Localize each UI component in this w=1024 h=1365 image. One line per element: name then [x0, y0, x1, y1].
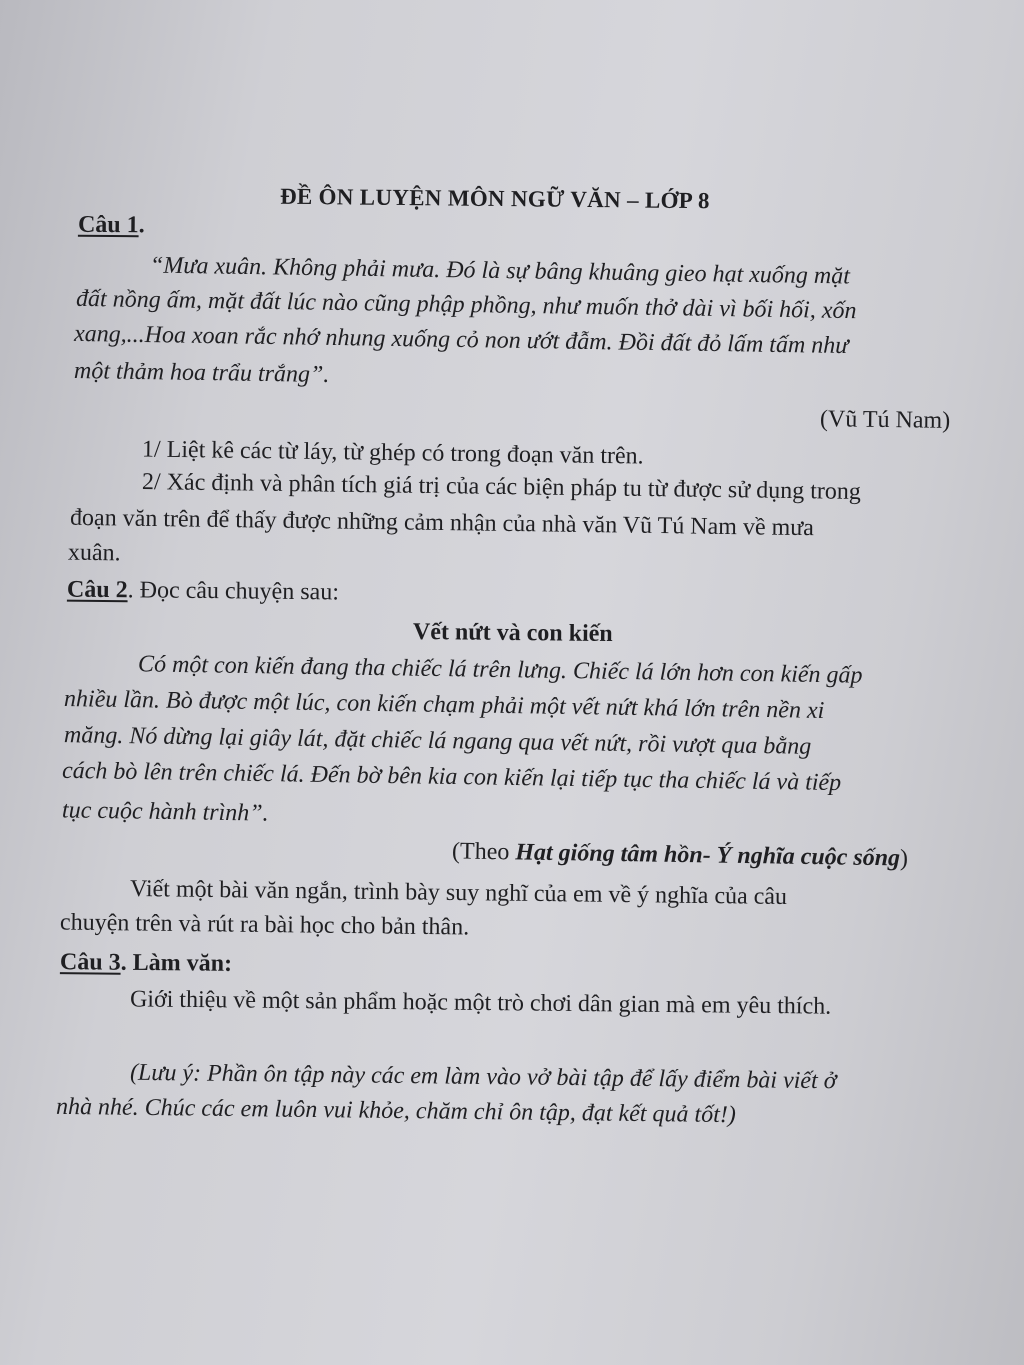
q1-task-1: 1/ Liệt kê các từ láy, từ ghép có trong đoạn văn trên.: [141, 436, 644, 470]
q1-task-2-line: xuân.: [67, 539, 121, 567]
story-source: [452, 836, 908, 873]
question-3-label-rest: . Làm văn:: [120, 949, 233, 977]
question-2-label: Câu 2: [66, 576, 128, 604]
question-3-heading: [60, 947, 232, 979]
story-title: Vết nứt và con kiến: [412, 618, 613, 648]
note-line: nhà nhé. Chúc các em luôn vui khỏe, chăm chỉ ôn tập, đạt kết quả tốt!): [55, 1093, 736, 1129]
document-title: ĐỀ ÔN LUYỆN MÔN NGỮ VĂN – LỚP 8: [279, 183, 710, 214]
q1-task-2-line: 2/ Xác định và phân tích giá trị của các biện pháp tu từ được sử dụng trong: [141, 468, 862, 506]
story-source-prefix: (Theo: [451, 838, 516, 866]
q1-author: (Vũ Tú Nam): [819, 406, 951, 434]
q1-passage-line: đất nồng ấm, mặt đất lúc nào cũng phập phồng, như muốn thở dài vì bối hối, xốn: [75, 285, 857, 325]
q1-passage-line: “Mưa xuân. Không phải mưa. Đó là sự bâng khuâng gieo hạt xuống mặt: [149, 252, 851, 290]
question-1-label-rest: .: [138, 212, 145, 239]
q3-task: Giới thiệu về một sản phẩm hoặc một trò chơi dân gian mà em yêu thích.: [129, 986, 832, 1020]
note-line: (Lưu ý: Phần ôn tập này các em làm vào vở bài tập để lấy điểm bài viết ở: [129, 1059, 837, 1095]
q2-task-line: chuyện trên và rút ra bài học cho bản thân.: [59, 909, 470, 941]
story-source-suffix: ): [899, 845, 909, 872]
q2-task-line: Viết một bài văn ngắn, trình bày suy nghĩ của em về ý nghĩa của câu: [129, 875, 788, 911]
story-line: măng. Nó dừng lại giây lát, đặt chiếc lá ngang qua vết nứt, rồi vượt qua bằng: [63, 722, 812, 760]
q1-passage-line: xang,...Hoa xoan rắc nhớ nhung xuống cỏ non ướt đẫm. Đồi đất đỏ lấm tấm như: [73, 320, 849, 360]
story-source-title: Hạt giống tâm hồn- Ý nghĩa cuộc sống: [515, 839, 901, 872]
story-line: cách bò lên trên chiếc lá. Đến bờ bên kia con kiến lại tiếp tục tha chiếc lá và tiếp: [61, 757, 842, 797]
question-1-label: Câu 1: [77, 211, 139, 239]
question-3-label: Câu 3: [59, 949, 121, 976]
story-line: Có một con kiến đang tha chiếc lá trên lưng. Chiếc lá lớn hơn con kiến gấp: [137, 651, 863, 689]
question-2-heading: [67, 575, 339, 608]
question-1-heading: [78, 210, 145, 241]
story-line: nhiều lần. Bò được một lúc, con kiến chạm phải một vết nứt khá lớn trên nền xi: [63, 686, 825, 724]
q1-passage-line: một thảm hoa trẩu trắng”.: [73, 357, 330, 389]
q1-task-2-line: đoạn văn trên để thấy được những cảm nhận của nhà văn Vũ Tú Nam về mưa: [69, 504, 815, 542]
question-2-label-rest: . Đọc câu chuyện sau:: [127, 577, 340, 606]
story-line: tục cuộc hành trình”.: [61, 797, 269, 827]
